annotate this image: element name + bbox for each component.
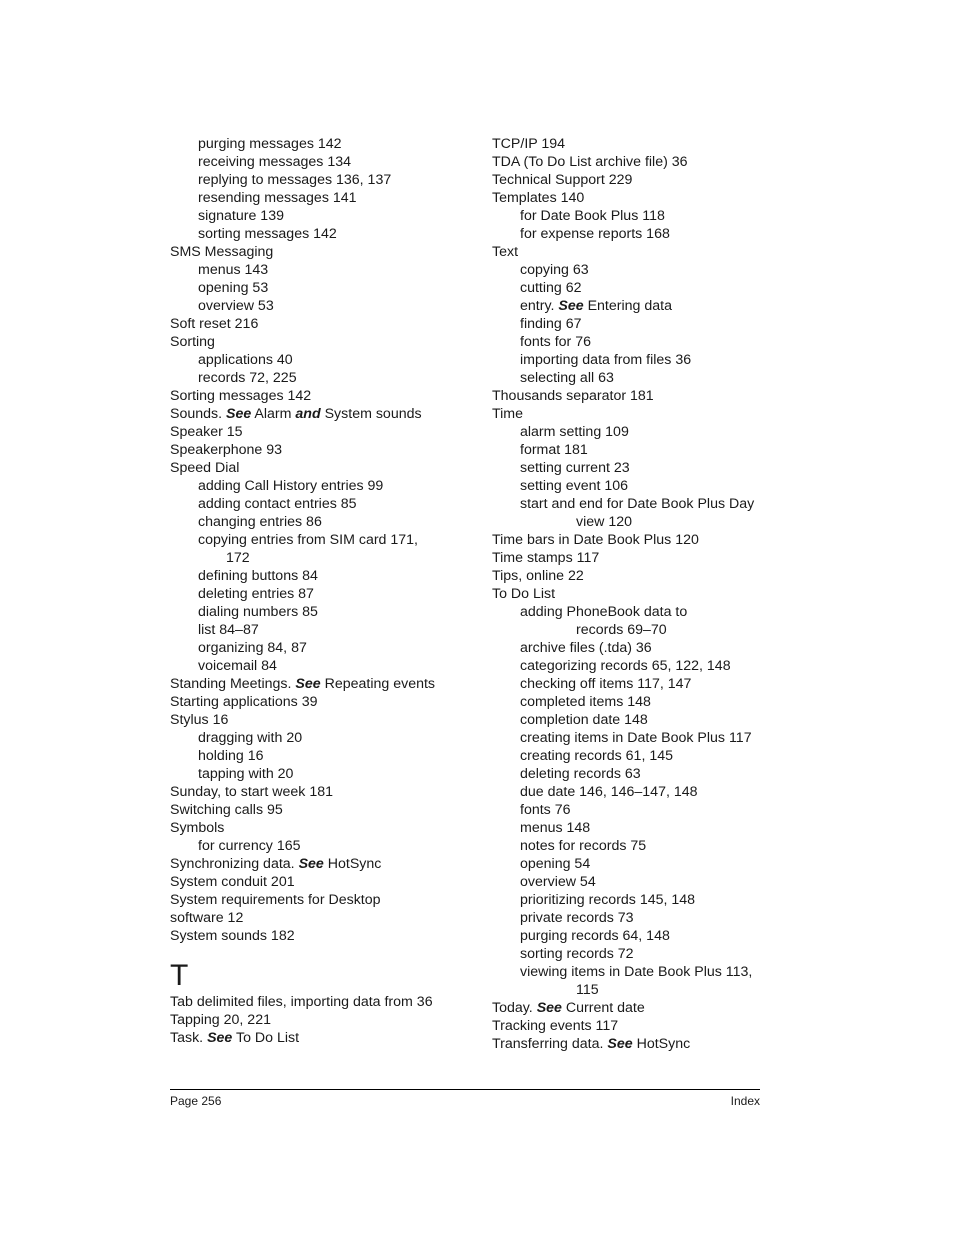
index-entry: Time stamps 117 <box>492 550 600 566</box>
index-entry: Synchronizing data. See HotSync <box>170 856 382 872</box>
index-entry: Time bars in Date Book Plus 120 <box>492 532 699 548</box>
index-subentry: holding 16 <box>198 748 264 764</box>
index-entry: Tab delimited files, importing data from 36 <box>170 994 433 1010</box>
index-subentry: start and end for Date Book Plus Day <box>520 496 755 512</box>
index-entry: Tracking events 117 <box>492 1018 619 1034</box>
see-reference: See <box>207 1030 233 1046</box>
index-subentry: opening 53 <box>198 280 269 296</box>
index-subentry: tapping with 20 <box>198 766 294 782</box>
index-subentry: resending messages 141 <box>198 190 357 206</box>
index-entry: Symbols <box>170 820 225 836</box>
index-subentry: sorting messages 142 <box>198 226 337 242</box>
index-subentry: completed items 148 <box>520 694 651 710</box>
index-entry: Sorting <box>170 334 215 350</box>
index-entry: System sounds 182 <box>170 928 295 944</box>
index-entry: Tapping 20, 221 <box>170 1012 271 1028</box>
see-reference: See <box>295 676 321 692</box>
see-reference: See <box>558 298 584 314</box>
index-subentry: adding Call History entries 99 <box>198 478 384 494</box>
index-subentry: categorizing records 65, 122, 148 <box>520 658 731 674</box>
index-entry: Speaker 15 <box>170 424 243 440</box>
index-entry: Sounds. See Alarm and System sounds <box>170 406 422 422</box>
index-entry: Technical Support 229 <box>492 172 633 188</box>
index-entry: TDA (To Do List archive file) 36 <box>492 154 688 170</box>
index-entry: Soft reset 216 <box>170 316 259 332</box>
index-entry: Time <box>492 406 524 422</box>
index-entry: Sunday, to start week 181 <box>170 784 333 800</box>
index-column-left <box>170 135 460 1047</box>
index-subentry: importing data from files 36 <box>520 352 692 368</box>
index-entry: Switching calls 95 <box>170 802 283 818</box>
index-subentry: sorting records 72 <box>520 946 634 962</box>
see-reference: See <box>607 1036 633 1052</box>
index-entries-after-letter <box>170 993 460 1047</box>
index-subentry: alarm setting 109 <box>520 424 629 440</box>
index-subentry: private records 73 <box>520 910 634 926</box>
index-column-right <box>492 135 777 1053</box>
index-subentry: setting current 23 <box>520 460 630 476</box>
index-subentry: signature 139 <box>198 208 284 224</box>
index-subentry: checking off items 117, 147 <box>520 676 692 692</box>
index-entry: Templates 140 <box>492 190 585 206</box>
index-subentry: adding PhoneBook data to <box>520 604 688 620</box>
index-entry: To Do List <box>492 586 556 602</box>
index-subentry: replying to messages 136, 137 <box>198 172 392 188</box>
index-subentry: overview 53 <box>198 298 274 314</box>
index-subentry: organizing 84, 87 <box>198 640 307 656</box>
index-subentry: dragging with 20 <box>198 730 303 746</box>
see-reference: See <box>298 856 324 872</box>
index-entry: Speakerphone 93 <box>170 442 283 458</box>
index-subentry: archive files (.tda) 36 <box>520 640 652 656</box>
index-subentry: creating records 61, 145 <box>520 748 674 764</box>
index-subentry: due date 146, 146–147, 148 <box>520 784 698 800</box>
index-subentry: completion date 148 <box>520 712 648 728</box>
index-subentry: entry. See Entering data <box>520 298 672 314</box>
index-subentry: creating items in Date Book Plus 117 <box>520 730 752 746</box>
see-reference: See <box>536 1000 562 1016</box>
index-subentry: for Date Book Plus 118 <box>520 208 665 224</box>
index-entry: TCP/IP 194 <box>492 136 566 152</box>
see-and: and <box>295 406 321 422</box>
index-subentry: dialing numbers 85 <box>198 604 318 620</box>
index-subentry: fonts 76 <box>520 802 571 818</box>
index-subentry: for expense reports 168 <box>520 226 670 242</box>
index-entry: Stylus 16 <box>170 712 229 728</box>
index-subentry: 115 <box>576 982 599 998</box>
see-reference: See <box>226 406 252 422</box>
index-subentry: purging messages 142 <box>198 136 342 152</box>
index-entry: Tips, online 22 <box>492 568 584 584</box>
index-subentry: finding 67 <box>520 316 582 332</box>
index-subentry: viewing items in Date Book Plus 113, <box>520 964 753 980</box>
index-subentry: deleting entries 87 <box>198 586 314 602</box>
index-subentry: defining buttons 84 <box>198 568 318 584</box>
index-subentry: records 69–70 <box>576 622 667 638</box>
index-entry: System requirements for Desktop <box>170 892 381 908</box>
section-letter-t: T <box>170 959 189 992</box>
index-entry: Today. See Current date <box>492 1000 645 1016</box>
index-subentry: opening 54 <box>520 856 591 872</box>
index-subentry: copying 63 <box>520 262 589 278</box>
index-subentry: selecting all 63 <box>520 370 614 386</box>
index-subentry: prioritizing records 145, 148 <box>520 892 696 908</box>
index-entry: Starting applications 39 <box>170 694 318 710</box>
index-subentry: receiving messages 134 <box>198 154 351 170</box>
index-entry: System conduit 201 <box>170 874 295 890</box>
footer-page-number: Page 256 <box>170 1094 222 1108</box>
footer-rule <box>170 1089 760 1090</box>
index-subentry: list 84–87 <box>198 622 259 638</box>
index-subentry: voicemail 84 <box>198 658 277 674</box>
index-entry: Thousands separator 181 <box>492 388 654 404</box>
index-subentry: for currency 165 <box>198 838 301 854</box>
index-subentry: overview 54 <box>520 874 596 890</box>
index-subentry: records 72, 225 <box>198 370 297 386</box>
index-entries-left <box>170 135 460 945</box>
index-entry: Transferring data. See HotSync <box>492 1036 691 1052</box>
index-entry: Text <box>492 244 519 260</box>
index-subentry: deleting records 63 <box>520 766 641 782</box>
index-subentry: changing entries 86 <box>198 514 322 530</box>
index-subentry: notes for records 75 <box>520 838 647 854</box>
index-entry: Sorting messages 142 <box>170 388 312 404</box>
index-entry: Task. See To Do List <box>170 1030 300 1046</box>
index-subentry: menus 143 <box>198 262 269 278</box>
index-subentry: 172 <box>226 550 250 566</box>
index-subentry: setting event 106 <box>520 478 629 494</box>
index-subentry: adding contact entries 85 <box>198 496 357 512</box>
index-entry: Standing Meetings. See Repeating events <box>170 676 436 692</box>
index-subentry: cutting 62 <box>520 280 582 296</box>
index-entry: SMS Messaging <box>170 244 274 260</box>
index-subentry: view 120 <box>576 514 632 530</box>
index-subentry: format 181 <box>520 442 588 458</box>
index-entry: software 12 <box>170 910 244 926</box>
index-subentry: purging records 64, 148 <box>520 928 670 944</box>
index-subentry: fonts for 76 <box>520 334 591 350</box>
index-entry: Speed Dial <box>170 460 240 476</box>
footer-section-name: Index <box>730 1094 760 1108</box>
index-subentry: copying entries from SIM card 171, <box>198 532 419 548</box>
index-subentry: menus 148 <box>520 820 591 836</box>
index-subentry: applications 40 <box>198 352 293 368</box>
index-entries-right <box>492 135 777 1053</box>
